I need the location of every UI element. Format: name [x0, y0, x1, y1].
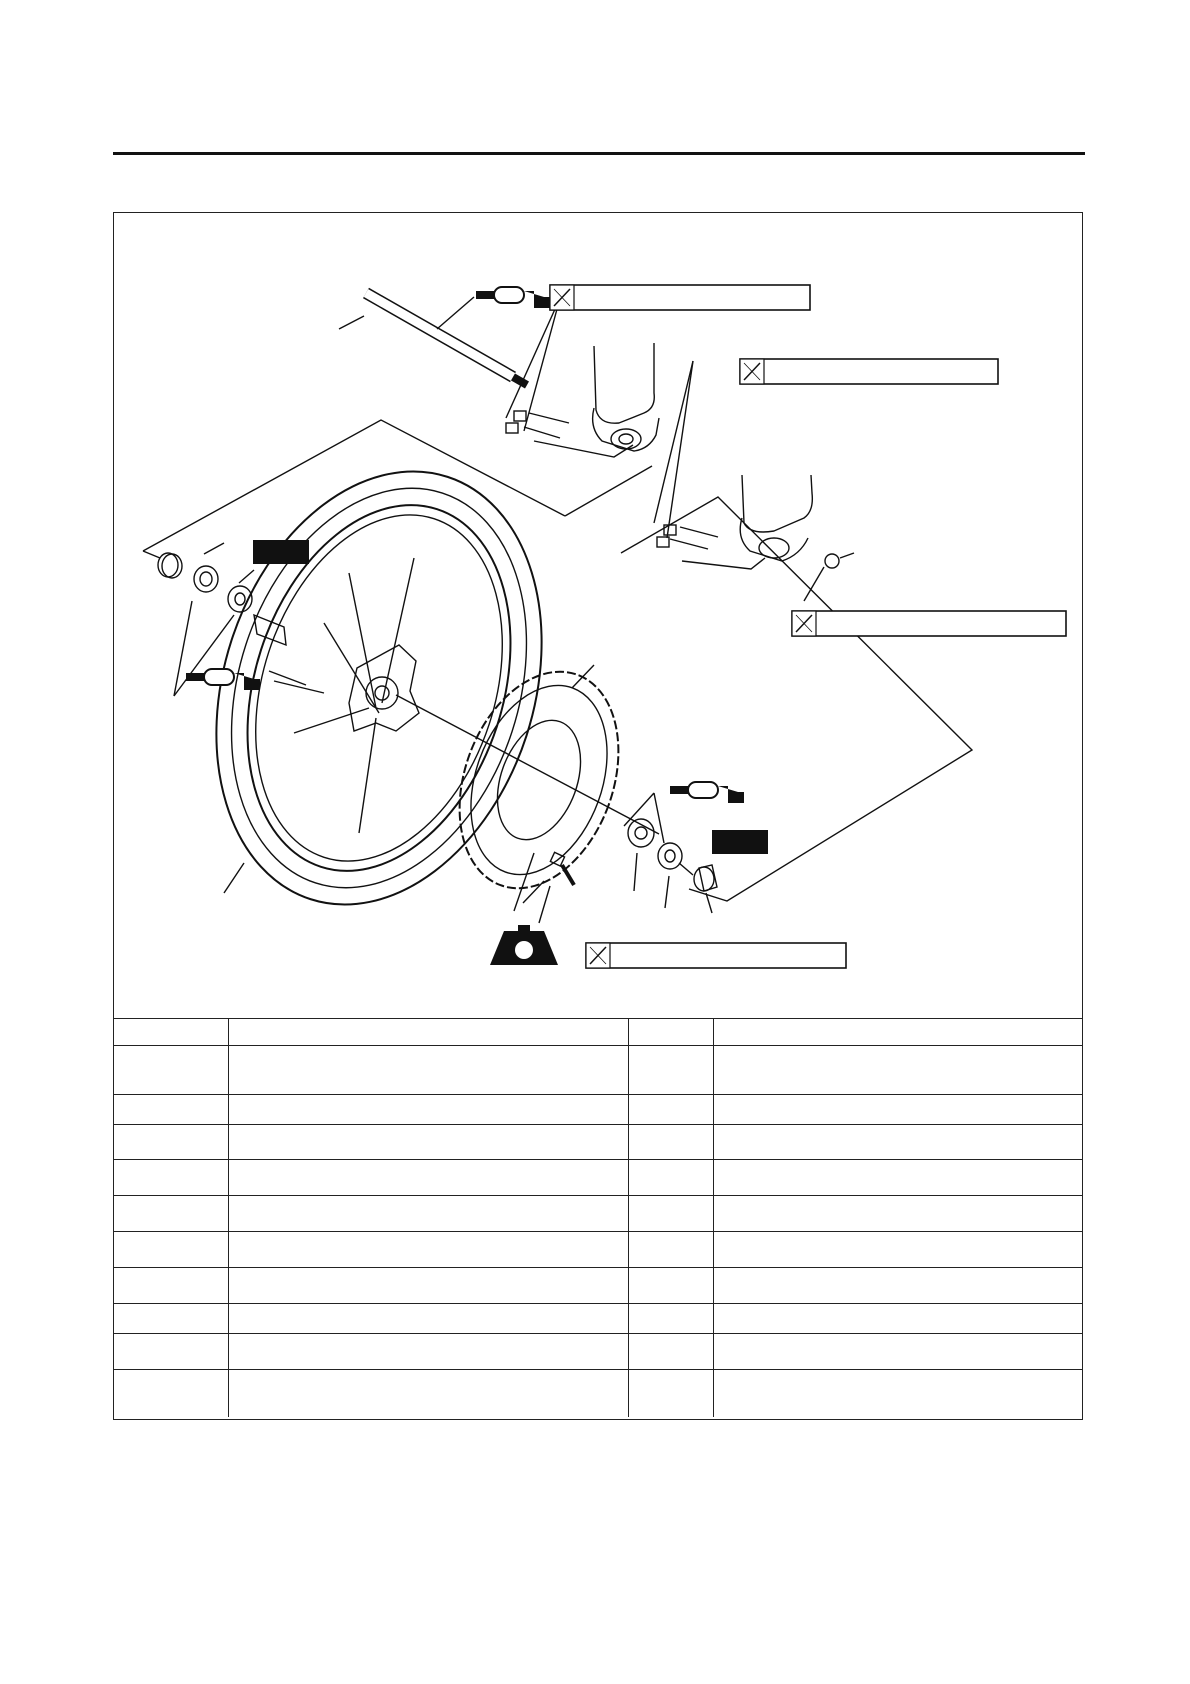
rear-wheel [163, 429, 595, 947]
grease-icon [186, 669, 260, 690]
table-cell [228, 1304, 628, 1334]
axle-group-outline [565, 466, 652, 516]
table-cell [628, 1268, 713, 1304]
table-cell [628, 1019, 713, 1046]
parts-table [114, 1018, 1082, 1417]
table-cell [114, 1160, 228, 1196]
table-cell [228, 1160, 628, 1196]
table-cell [228, 1046, 628, 1095]
new-part-badge [712, 830, 768, 854]
table-row [114, 1046, 1082, 1095]
table-row [114, 1095, 1082, 1125]
table-cell [114, 1268, 228, 1304]
table-cell [114, 1125, 228, 1160]
table-row [114, 1334, 1082, 1370]
table-cell [713, 1046, 1082, 1095]
grease-icon [670, 782, 744, 803]
table-cell [713, 1232, 1082, 1268]
fork-leg-left [506, 343, 659, 457]
table-cell [713, 1268, 1082, 1304]
table-cell [228, 1019, 628, 1046]
table-cell [114, 1232, 228, 1268]
torque-box-4 [586, 943, 846, 968]
table-cell [713, 1334, 1082, 1370]
table-row [114, 1196, 1082, 1232]
wheel-exploded-diagram [114, 213, 1084, 1018]
table-cell [628, 1125, 713, 1160]
table-cell [228, 1232, 628, 1268]
table-cell [628, 1046, 713, 1095]
new-part-badge [253, 540, 309, 564]
table-cell [713, 1196, 1082, 1232]
wheel-axle [339, 293, 527, 385]
right-bearings [628, 819, 717, 913]
torque-box-1 [550, 285, 810, 310]
table-cell [628, 1160, 713, 1196]
table-cell [628, 1304, 713, 1334]
table-cell [114, 1046, 228, 1095]
table-cell [114, 1196, 228, 1232]
table-cell [114, 1370, 228, 1417]
table-row [114, 1304, 1082, 1334]
table-cell [228, 1196, 628, 1232]
table-cell [713, 1095, 1082, 1125]
table-cell [228, 1095, 628, 1125]
table-cell [114, 1334, 228, 1370]
table-cell [628, 1334, 713, 1370]
table-cell [114, 1019, 228, 1046]
table-cell [713, 1019, 1082, 1046]
torque-box-3 [792, 611, 1066, 636]
grease-icon [476, 287, 550, 308]
locking-agent-icon [490, 925, 558, 965]
header-rule [113, 152, 1085, 155]
table-cell [228, 1268, 628, 1304]
hub-group-outline [621, 497, 972, 901]
table-cell [228, 1370, 628, 1417]
table-cell [114, 1304, 228, 1334]
table-cell [628, 1370, 713, 1417]
table-row [114, 1370, 1082, 1417]
table-cell [713, 1160, 1082, 1196]
table-cell [228, 1334, 628, 1370]
table-cell [228, 1125, 628, 1160]
table-cell [114, 1095, 228, 1125]
table-cell [713, 1370, 1082, 1417]
table-row [114, 1125, 1082, 1160]
table-cell [628, 1196, 713, 1232]
table-row [114, 1232, 1082, 1268]
table-row [114, 1268, 1082, 1304]
table-row [114, 1019, 1082, 1046]
table-cell [713, 1125, 1082, 1160]
exploded-view-frame [113, 212, 1083, 1420]
table-cell [713, 1304, 1082, 1334]
wheel-group-outline-lower [143, 551, 160, 558]
table-cell [628, 1095, 713, 1125]
fork-leg-right [657, 475, 854, 601]
torque-box-2 [740, 359, 998, 384]
table-cell [628, 1232, 713, 1268]
table-row [114, 1160, 1082, 1196]
wheel-hub [349, 645, 659, 834]
